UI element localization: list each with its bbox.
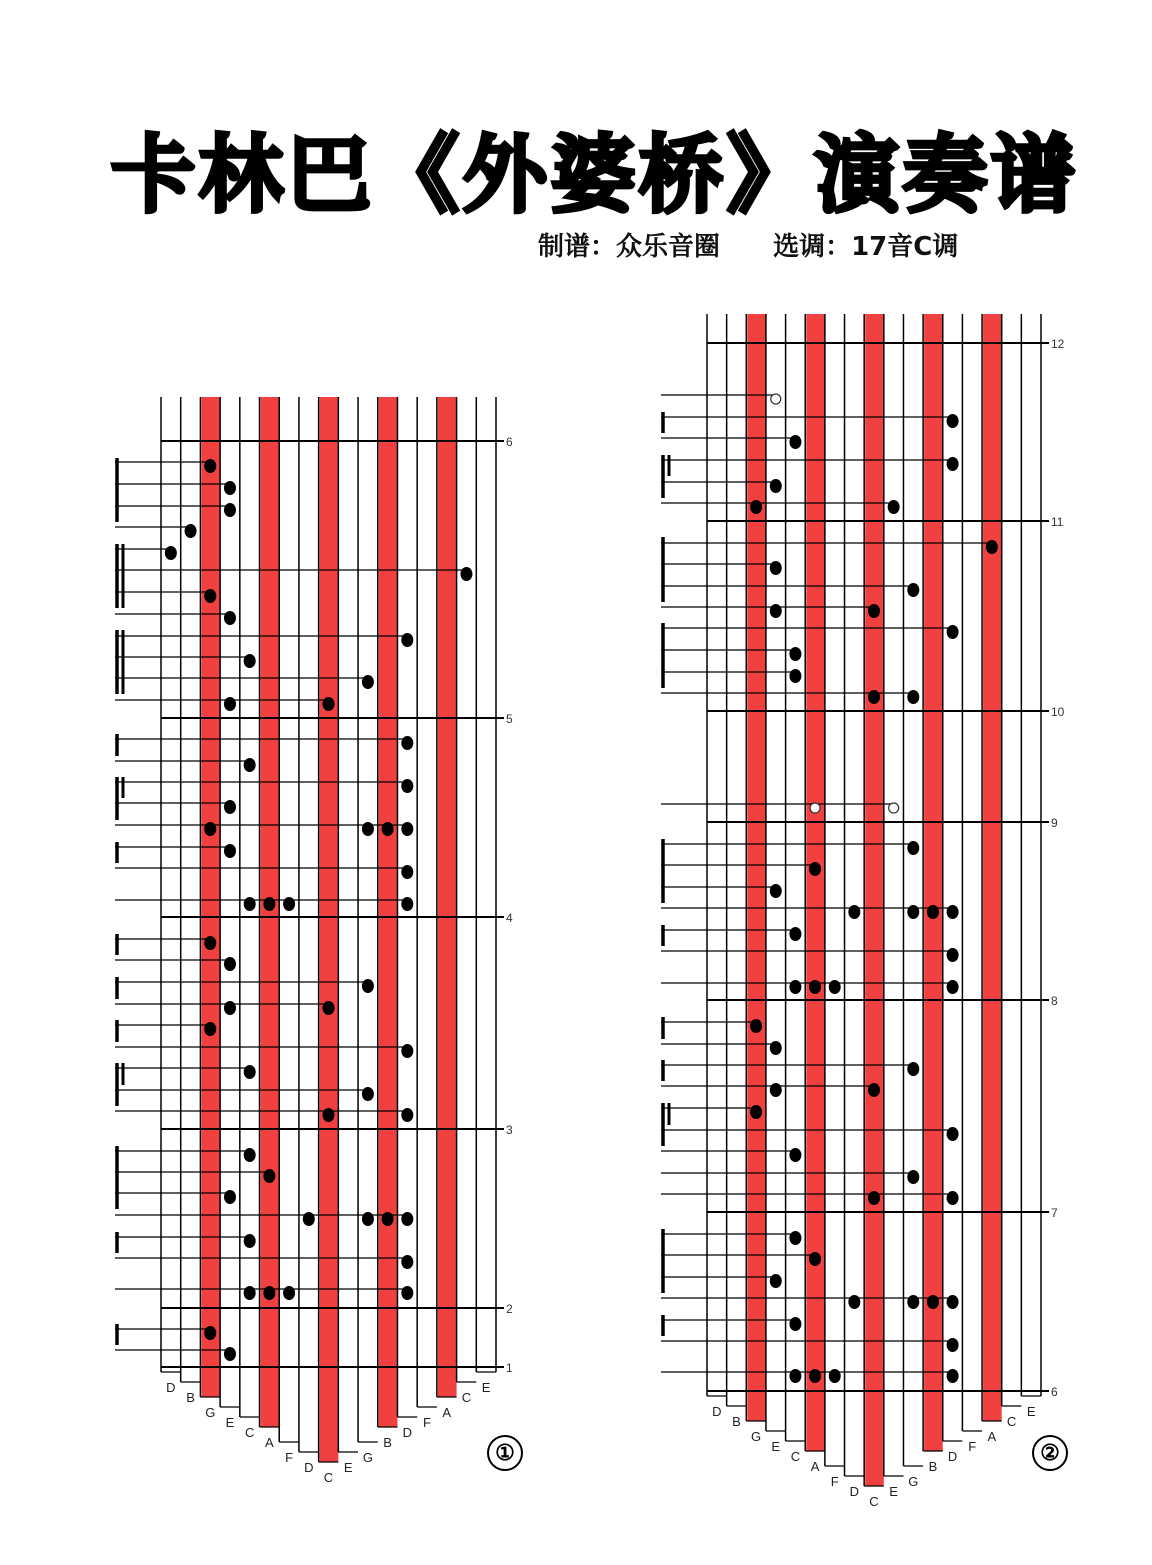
tine-highlight-A bbox=[438, 397, 457, 1397]
tine-highlight-A bbox=[261, 397, 280, 1427]
note-dot-icon bbox=[907, 1170, 919, 1184]
note-dot-icon bbox=[848, 905, 860, 919]
note-dot-icon bbox=[244, 897, 256, 911]
note-dot-icon bbox=[770, 1083, 782, 1097]
note-dot-icon bbox=[224, 503, 236, 517]
tine-label: G bbox=[751, 1429, 762, 1444]
note-dot-icon bbox=[789, 927, 801, 941]
tine-highlight-A bbox=[806, 314, 825, 1451]
note-dot-icon bbox=[829, 980, 841, 994]
tine-label: B bbox=[383, 1435, 392, 1450]
note-dot-icon bbox=[770, 1274, 782, 1288]
note-dot-icon bbox=[224, 957, 236, 971]
tine-label: C bbox=[1006, 1414, 1017, 1429]
note-dot-icon bbox=[244, 1065, 256, 1079]
measure-number: 12 bbox=[1051, 337, 1065, 351]
note-dot-icon bbox=[809, 1369, 821, 1383]
note-dot-icon bbox=[401, 1108, 413, 1122]
tine-highlight-B bbox=[379, 397, 398, 1427]
note-dot-icon bbox=[829, 1369, 841, 1383]
note-dot-icon bbox=[750, 500, 762, 514]
tine-label: E bbox=[225, 1415, 235, 1430]
note-dot-icon bbox=[947, 625, 959, 639]
tine-highlight-C bbox=[865, 314, 884, 1486]
note-dot-icon bbox=[947, 1191, 959, 1205]
note-dot-icon bbox=[303, 1212, 315, 1226]
tine-label: D bbox=[849, 1484, 860, 1499]
note-dot-icon bbox=[382, 822, 394, 836]
key-selection: 选调：17音C调 bbox=[773, 232, 959, 262]
note-dot-icon bbox=[789, 647, 801, 661]
note-dot-icon bbox=[907, 583, 919, 597]
note-dot-icon bbox=[185, 524, 197, 538]
tine-label: D bbox=[712, 1404, 722, 1419]
note-dot-icon bbox=[809, 862, 821, 876]
note-dot-icon bbox=[401, 1286, 413, 1300]
arranger-credit: 制谱：众乐音圈 bbox=[538, 232, 721, 262]
note-dot-icon bbox=[868, 1191, 880, 1205]
tine-label: D bbox=[166, 1380, 176, 1395]
tine-highlight-A bbox=[983, 314, 1002, 1421]
note-dot-icon bbox=[244, 1234, 256, 1248]
tine-label: B bbox=[928, 1459, 938, 1474]
tine-label: E bbox=[889, 1484, 898, 1499]
note-dot-icon bbox=[927, 1295, 939, 1309]
note-dot-icon bbox=[263, 897, 275, 911]
tine-label: G bbox=[908, 1474, 919, 1489]
note-dot-icon bbox=[204, 459, 216, 473]
tine-label: C bbox=[461, 1390, 472, 1405]
note-dot-icon bbox=[401, 736, 413, 750]
tine-highlight-C bbox=[320, 397, 339, 1462]
measure-number: 2 bbox=[506, 1302, 513, 1316]
note-dot-icon bbox=[770, 479, 782, 493]
note-dot-icon bbox=[224, 697, 236, 711]
tine-highlight-G bbox=[201, 397, 220, 1397]
note-dot-icon bbox=[770, 604, 782, 618]
measure-number: 4 bbox=[506, 911, 513, 925]
note-dot-icon bbox=[401, 1212, 413, 1226]
note-dot-icon bbox=[401, 1044, 413, 1058]
tine-label: D bbox=[402, 1425, 413, 1440]
note-dot-icon bbox=[809, 1252, 821, 1266]
tine-label: F bbox=[830, 1474, 839, 1489]
note-dot-icon bbox=[986, 540, 998, 554]
note-dot-icon bbox=[789, 669, 801, 683]
note-dot-icon bbox=[868, 690, 880, 704]
note-dot-icon bbox=[224, 844, 236, 858]
note-dot-icon bbox=[263, 1169, 275, 1183]
note-dot-icon bbox=[362, 1087, 374, 1101]
note-dot-icon bbox=[789, 1231, 801, 1245]
measure-number: 7 bbox=[1051, 1206, 1058, 1220]
note-dot-icon bbox=[362, 822, 374, 836]
measure-number: 10 bbox=[1051, 705, 1065, 719]
note-dot-icon bbox=[907, 690, 919, 704]
half-note-icon bbox=[889, 803, 899, 813]
note-dot-icon bbox=[947, 905, 959, 919]
note-dot-icon bbox=[789, 435, 801, 449]
note-dot-icon bbox=[283, 1286, 295, 1300]
tine-label: A bbox=[810, 1459, 820, 1474]
measure-number: 8 bbox=[1051, 994, 1058, 1008]
tine-label: C bbox=[244, 1425, 255, 1440]
note-dot-icon bbox=[244, 1286, 256, 1300]
note-dot-icon bbox=[204, 1022, 216, 1036]
note-dot-icon bbox=[789, 1148, 801, 1162]
note-dot-icon bbox=[204, 589, 216, 603]
note-dot-icon bbox=[789, 1317, 801, 1331]
note-dot-icon bbox=[947, 1295, 959, 1309]
tine-label: A bbox=[987, 1429, 997, 1444]
note-dot-icon bbox=[888, 500, 900, 514]
tine-label: C bbox=[869, 1494, 879, 1509]
note-dot-icon bbox=[401, 865, 413, 879]
note-dot-icon bbox=[460, 567, 472, 581]
note-dot-icon bbox=[362, 675, 374, 689]
tine-label: F bbox=[285, 1450, 294, 1465]
page-title: 卡林巴《外婆桥》演奏谱 bbox=[110, 126, 1079, 224]
note-dot-icon bbox=[204, 1326, 216, 1340]
tine-label: B bbox=[732, 1414, 741, 1429]
note-dot-icon bbox=[947, 1338, 959, 1352]
tine-label: A bbox=[442, 1405, 452, 1420]
tine-label: F bbox=[968, 1439, 977, 1454]
note-dot-icon bbox=[224, 611, 236, 625]
note-dot-icon bbox=[770, 884, 782, 898]
tine-label: E bbox=[1026, 1404, 1036, 1419]
tine-label: E bbox=[771, 1439, 781, 1454]
tine-label: C bbox=[323, 1470, 334, 1485]
page-number-1: ① bbox=[487, 1435, 523, 1471]
tine-label: E bbox=[481, 1380, 491, 1395]
measure-number: 6 bbox=[1051, 1385, 1058, 1399]
measure-number: 9 bbox=[1051, 816, 1058, 830]
note-dot-icon bbox=[224, 1001, 236, 1015]
note-dot-icon bbox=[868, 604, 880, 618]
note-dot-icon bbox=[907, 905, 919, 919]
measure-number: 11 bbox=[1051, 515, 1064, 529]
note-dot-icon bbox=[947, 457, 959, 471]
note-dot-icon bbox=[323, 697, 335, 711]
measure-number: 5 bbox=[506, 712, 513, 726]
measure-number: 6 bbox=[506, 435, 513, 449]
measure-number: 1 bbox=[506, 1361, 513, 1375]
note-dot-icon bbox=[263, 1286, 275, 1300]
note-dot-icon bbox=[770, 561, 782, 575]
note-dot-icon bbox=[401, 1255, 413, 1269]
note-dot-icon bbox=[907, 1062, 919, 1076]
tine-label: G bbox=[362, 1450, 373, 1465]
note-dot-icon bbox=[907, 841, 919, 855]
tine-label: C bbox=[790, 1449, 801, 1464]
half-note-icon bbox=[810, 803, 820, 813]
note-dot-icon bbox=[907, 1295, 919, 1309]
measure-number: 3 bbox=[506, 1123, 513, 1137]
tine-label: B bbox=[186, 1390, 195, 1405]
note-dot-icon bbox=[789, 980, 801, 994]
tine-label: E bbox=[343, 1460, 353, 1475]
note-dot-icon bbox=[789, 1369, 801, 1383]
note-dot-icon bbox=[204, 822, 216, 836]
note-dot-icon bbox=[362, 1212, 374, 1226]
note-dot-icon bbox=[947, 948, 959, 962]
tine-label: G bbox=[205, 1405, 216, 1420]
note-dot-icon bbox=[947, 980, 959, 994]
note-dot-icon bbox=[244, 758, 256, 772]
note-dot-icon bbox=[868, 1083, 880, 1097]
note-dot-icon bbox=[362, 979, 374, 993]
tine-label: D bbox=[947, 1449, 958, 1464]
tine-label: A bbox=[265, 1435, 274, 1450]
note-dot-icon bbox=[947, 1127, 959, 1141]
page-number-2: ② bbox=[1032, 1435, 1068, 1471]
note-dot-icon bbox=[224, 1347, 236, 1361]
note-dot-icon bbox=[244, 654, 256, 668]
note-dot-icon bbox=[323, 1001, 335, 1015]
note-dot-icon bbox=[165, 546, 177, 560]
note-dot-icon bbox=[244, 1148, 256, 1162]
note-dot-icon bbox=[947, 1369, 959, 1383]
note-dot-icon bbox=[770, 1041, 782, 1055]
note-dot-icon bbox=[283, 897, 295, 911]
note-dot-icon bbox=[750, 1019, 762, 1033]
note-dot-icon bbox=[927, 905, 939, 919]
note-dot-icon bbox=[224, 1190, 236, 1204]
note-dot-icon bbox=[204, 936, 216, 950]
tine-label: F bbox=[423, 1415, 432, 1430]
note-dot-icon bbox=[401, 779, 413, 793]
note-dot-icon bbox=[401, 822, 413, 836]
note-dot-icon bbox=[401, 897, 413, 911]
note-dot-icon bbox=[224, 800, 236, 814]
half-note-icon bbox=[771, 394, 781, 404]
note-dot-icon bbox=[382, 1212, 394, 1226]
note-dot-icon bbox=[401, 633, 413, 647]
note-dot-icon bbox=[224, 481, 236, 495]
tine-highlight-B bbox=[924, 314, 943, 1451]
note-dot-icon bbox=[750, 1105, 762, 1119]
note-dot-icon bbox=[809, 980, 821, 994]
note-dot-icon bbox=[323, 1108, 335, 1122]
tine-label: D bbox=[304, 1460, 314, 1475]
note-dot-icon bbox=[848, 1295, 860, 1309]
note-dot-icon bbox=[947, 414, 959, 428]
